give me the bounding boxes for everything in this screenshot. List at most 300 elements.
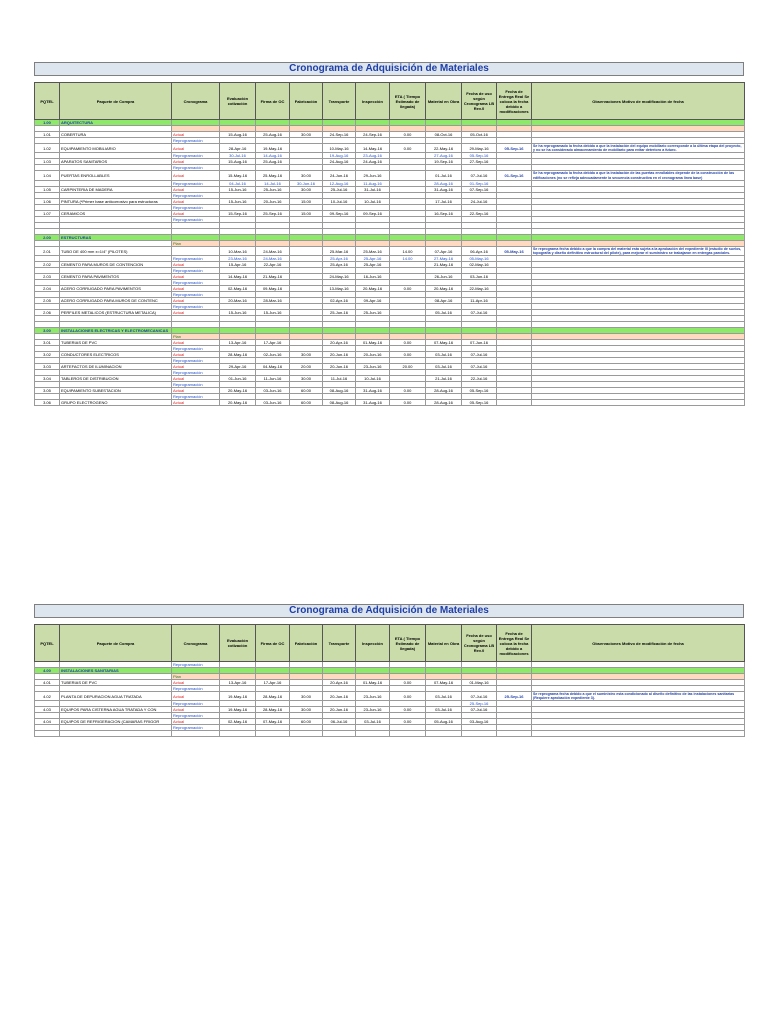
material-obra-cell: 28-Aug-16 [426, 400, 462, 406]
fabricacion-cell: 60.00 [290, 719, 323, 725]
pqtel-code: 2.05 [35, 298, 60, 304]
eta-cell: 0.00 [390, 680, 426, 686]
fabricacion-cell: 60.00 [290, 400, 323, 406]
section-code: 2.00 [35, 234, 60, 240]
cronograma-type: Reprogramación [172, 346, 220, 352]
cell [462, 731, 497, 737]
transporte-cell: 11-Jul-16 [323, 376, 356, 382]
fecha-uso-cell: 05-Oct-16 [462, 132, 497, 138]
fabricacion-cell: 30.00 [290, 186, 323, 192]
pqtel-code: 4.02 [35, 692, 60, 701]
cronograma-type: Reprogramación [172, 280, 220, 286]
evaluacion-cell: 20-May-16 [220, 388, 256, 394]
tipo-plan: Plan [172, 334, 220, 340]
header-fecha-real: Fecha de Entrega Real Se coloca la fecha debido a modificaciones [497, 83, 532, 120]
firma-oc-cell: 02-Jun-16 [256, 352, 290, 358]
cronograma-type: Reprogramación [172, 394, 220, 400]
package-name: COBERTURA [60, 132, 172, 138]
header-firma: Firma de OC [256, 625, 290, 662]
fabricacion-cell: 30.00 [290, 132, 323, 138]
cell [426, 731, 462, 737]
header-cronograma: Cronograma [172, 83, 220, 120]
header-evaluacion: Evaluación cotización [220, 625, 256, 662]
transporte-cell: 24-Jun-16 [323, 171, 356, 180]
material-obra-cell: 03-Jul-16 [426, 352, 462, 358]
transporte-cell: 10-May-16 [323, 144, 356, 153]
firma-oc-cell: 25-Aug-16 [256, 159, 290, 165]
firma-oc-cell: 11-Jun-16 [256, 376, 290, 382]
section-name: ESTRUCTURAS [60, 234, 172, 240]
fabricacion-cell: 30.00 [290, 376, 323, 382]
pqtel-code: 2.01 [35, 246, 60, 255]
transporte-cell: 19-Aug-16 [323, 153, 356, 159]
section-code: 4.00 [35, 668, 60, 674]
inspeccion-cell: 31-Jul-16 [356, 186, 390, 192]
cronograma-type: Actual [172, 680, 220, 686]
fecha-uso-cell: 05-Sep-16 [462, 153, 497, 159]
eta-cell: 0.00 [390, 286, 426, 292]
firma-oc-cell: 19-May-16 [256, 144, 290, 153]
fabricacion-cell: 60.00 [290, 388, 323, 394]
package-name: EQUIPOS PARA CISTERNA AGUA TRATADA Y CON [60, 707, 172, 713]
package-name: TUBERIAS DE PVC [60, 680, 172, 686]
inspeccion-cell: 10-Jul-16 [356, 376, 390, 382]
cronograma-type: Reprogramación [172, 382, 220, 388]
firma-oc-cell: 24-Mar-16 [256, 246, 290, 255]
fecha-uso-cell: 01-Sep-16 [462, 180, 497, 186]
eta-cell: 14.00 [390, 256, 426, 262]
firma-oc-cell: 14-Jul-16 [256, 180, 290, 186]
observaciones-cell: Se ha reprogramado la fecha debido a que la instalación de las puertas enrollables depende de la construcción de las edificaciones (no se refleja adecuadamente la secuencia constructiva en el cronograma línea base) [532, 171, 745, 180]
inspeccion-cell: 29-Jun-16 [356, 171, 390, 180]
fecha-uso-cell: 02-May-16 [462, 262, 497, 268]
table-header [35, 83, 745, 120]
pqtel-code: 1.06 [35, 198, 60, 204]
pqtel-code: 4.03 [35, 707, 60, 713]
cronograma-type: Actual [172, 298, 220, 304]
transporte-cell: 25-Jun-16 [323, 310, 356, 316]
section-name: INSTALACIONES SANITARIAS [60, 668, 172, 674]
package-name: EQUIPOS DE REFRIGERACION (CAMARAS FRIGOR [60, 719, 172, 725]
header-fecha-real: Fecha de Entrega Real Se coloca la fecha debido a modificaciones [497, 625, 532, 662]
fabricacion-cell [290, 144, 323, 153]
firma-oc-cell: 25-Sep-16 [256, 210, 290, 216]
cronograma-type: Reprogramación [172, 216, 220, 222]
sheet-1 [34, 62, 744, 406]
transporte-cell: 24-Aug-16 [323, 159, 356, 165]
inspeccion-cell: 23-Jun-16 [356, 692, 390, 701]
cell [497, 731, 532, 737]
inspeccion-cell: 16-Jun-16 [356, 274, 390, 280]
header-material: Material en Obra [426, 83, 462, 120]
inspeccion-cell: 20-May-16 [356, 286, 390, 292]
evaluacion-cell: 20-May-16 [220, 400, 256, 406]
eta-cell: 0.00 [390, 352, 426, 358]
evaluacion-cell: 19-May-16 [220, 692, 256, 701]
cell [290, 731, 323, 737]
inspeccion-cell: 23-Aug-16 [356, 153, 390, 159]
pqtel-code: 1.01 [35, 132, 60, 138]
fecha-uso-cell: 24-Jul-16 [462, 198, 497, 204]
eta-cell: 0.00 [390, 400, 426, 406]
evaluacion-cell: 15-May-16 [220, 171, 256, 180]
schedule-table-1 [34, 82, 745, 406]
transporte-cell: 08-Aug-16 [323, 388, 356, 394]
fecha-real-cell: 01-Sep-16 [497, 171, 532, 180]
cronograma-type: Actual [172, 692, 220, 701]
cell [172, 731, 220, 737]
fecha-uso-cell: 07-Jul-16 [462, 171, 497, 180]
cronograma-type: Reprogramación [172, 686, 220, 692]
transporte-cell: 24-Sep-16 [323, 132, 356, 138]
fecha-uso-cell: 07-Jul-16 [462, 707, 497, 713]
fabricacion-cell: 30-Jun-16 [290, 180, 323, 186]
package-name: TUBO DE 400 mm x=1/4" (PILOTES) [60, 246, 172, 255]
fecha-uso-cell: 03-Jun-16 [462, 274, 497, 280]
header-fabricacion: Fabricación [290, 83, 323, 120]
transporte-cell: 10-Jul-16 [323, 198, 356, 204]
header-eta: ETA ( Tiempo Estimado de llegada) [390, 83, 426, 120]
package-name: CEMENTO PARA MUROS DE CONTENCION [60, 262, 172, 268]
cronograma-type: Actual [172, 388, 220, 394]
inspeccion-cell: 24-Aug-16 [356, 159, 390, 165]
fecha-uso-cell: 22-May-16 [462, 286, 497, 292]
cronograma-type: Actual [172, 719, 220, 725]
header-inspeccion: Inspección [356, 625, 390, 662]
inspeccion-cell: 25-Mar-16 [356, 246, 390, 255]
evaluacion-cell: 28-May-16 [220, 352, 256, 358]
section-name: ARQUITECTURA [60, 120, 172, 126]
pqtel-code: 3.01 [35, 340, 60, 346]
evaluacion-cell: 15-Apr-16 [220, 262, 256, 268]
cronograma-type: Actual [172, 262, 220, 268]
firma-oc-cell: 14-Aug-16 [256, 153, 290, 159]
inspeccion-cell: 31-Aug-16 [356, 400, 390, 406]
cronograma-type: Actual [172, 286, 220, 292]
pqtel-code: 1.02 [35, 144, 60, 153]
eta-cell: 0.00 [390, 719, 426, 725]
pqtel-code: 3.06 [35, 400, 60, 406]
cronograma-type: Actual [172, 159, 220, 165]
material-obra-cell: 17-Jul-16 [426, 198, 462, 204]
sheet-title-2: Cronograma de Adquisición de Materiales [34, 604, 744, 618]
evaluacion-cell: 29-Apr-16 [220, 364, 256, 370]
firma-oc-cell: 15-Jun-16 [256, 310, 290, 316]
eta-cell [390, 171, 426, 180]
table-body-1 [35, 120, 745, 406]
cell [356, 731, 390, 737]
package-name: PLANTA DE DEPURACION AGUA TRATADA [60, 692, 172, 701]
fecha-uso-cell: 29-May-16 [462, 144, 497, 153]
observaciones-cell [532, 400, 745, 406]
observaciones-cell: Se reprograma fecha debido a que la compra del material esta sujeta a la aprobación del expediente III (estudio de suelos, topografía y diseño definitivo estructural del pilote), para mejorar el suministro se trabajaron en entregas parciales. [532, 246, 745, 255]
firma-oc-cell: 25-Aug-16 [256, 132, 290, 138]
pqtel-code: 1.04 [35, 171, 60, 180]
section-code: 1.00 [35, 120, 60, 126]
inspeccion-cell: 01-May-16 [356, 340, 390, 346]
header-firma: Firma de OC [256, 83, 290, 120]
blank-row [35, 731, 745, 737]
package-name: CARPINTERIA DE MADERA [60, 186, 172, 192]
material-obra-cell: 31-Aug-16 [426, 186, 462, 192]
eta-cell: 14.00 [390, 246, 426, 255]
eta-cell: 0.00 [390, 144, 426, 153]
fabricacion-cell: 30.00 [290, 171, 323, 180]
material-obra-cell: 27-May-16 [426, 256, 462, 262]
cronograma-type: Reprogramación [172, 153, 220, 159]
pqtel-code: 3.04 [35, 376, 60, 382]
transporte-cell: 12-Aug-16 [323, 180, 356, 186]
header-paquete: Paquete de Compra [60, 83, 172, 120]
firma-oc-cell: 25-Jun-16 [256, 186, 290, 192]
package-name: PERFILES METALICOS (ESTRUCTURA METALICA) [60, 310, 172, 316]
firma-oc-cell: 04-May-16 [256, 364, 290, 370]
tipo-plan: Plan [172, 240, 220, 246]
cronograma-type: Reprogramación [172, 256, 220, 262]
inspeccion-cell: 09-Sep-16 [356, 210, 390, 216]
observaciones-cell: Se reprograma fecha debido a que el suministro esta condicionado al diseño definitivo de las instalaciones sanitarias (Requiere aprobación expediente 3). [532, 692, 745, 701]
pqtel-code: 2.02 [35, 262, 60, 268]
sheet-title: Cronograma de Adquisición de Materiales [34, 62, 744, 76]
evaluacion-cell: 28-Apr-16 [220, 144, 256, 153]
material-obra-cell: 20-May-16 [426, 286, 462, 292]
header-cronograma: Cronograma [172, 625, 220, 662]
inspeccion-cell: 25-Jun-16 [356, 310, 390, 316]
transporte-cell: 25-Jul-16 [323, 186, 356, 192]
package-name: TUBERIAS DE PVC [60, 340, 172, 346]
inspeccion-cell: 25-Apr-16 [356, 262, 390, 268]
transporte-cell: 20-Jun-16 [323, 692, 356, 701]
transporte-cell: 25-Apr-16 [323, 256, 356, 262]
table-row [35, 246, 745, 255]
fecha-uso-cell: 11-Apr-16 [462, 298, 497, 304]
table-header-2 [35, 625, 745, 662]
transporte-cell: 06-Jul-16 [323, 719, 356, 725]
fecha-real-cell [497, 400, 532, 406]
header-pqtel: PQTEL [35, 625, 60, 662]
cronograma-type: Reprogramación [172, 204, 220, 210]
cronograma-type: Reprogramación [172, 358, 220, 364]
cronograma-type: Reprogramación [172, 725, 220, 731]
header-evaluacion: Evaluación cotización [220, 83, 256, 120]
package-name: CONDUCTORES ELECTRICOS [60, 352, 172, 358]
header-paquete: Paquete de Compra [60, 625, 172, 662]
inspeccion-cell: 14-May-16 [356, 144, 390, 153]
header-eta: ETA ( Tiempo Estimado de llegada) [390, 625, 426, 662]
cell [323, 731, 356, 737]
transporte-cell: 02-Apr-16 [323, 298, 356, 304]
cronograma-type: Reprogramación [172, 304, 220, 310]
evaluacion-cell: 02-May-16 [220, 286, 256, 292]
fabricacion-cell: 30.00 [290, 352, 323, 358]
package-name: CERAMICOS [60, 210, 172, 216]
evaluacion-cell: 04-Jul-16 [220, 180, 256, 186]
header-fecha-uso: Fecha de uso según Cronograma LB Rev.0 [462, 625, 497, 662]
cronograma-type: Actual [172, 340, 220, 346]
package-name: APARATOS SANITARIOS [60, 159, 172, 165]
fecha-uso-cell: 27-Sep-16 [462, 159, 497, 165]
material-obra-cell: 05-Jul-16 [426, 310, 462, 316]
evaluacion-cell: 15-Jun-16 [220, 198, 256, 204]
section-code: 3.00 [35, 328, 60, 334]
inspeccion-cell: 24-Sep-16 [356, 132, 390, 138]
package-name: PINTURA (*Primer base anticorrosivo para estructuras [60, 198, 172, 204]
fecha-uso-cell: 05-May-16 [462, 256, 497, 262]
firma-oc-cell: 03-Jun-16 [256, 388, 290, 394]
cell [256, 731, 290, 737]
eta-cell: 0.00 [390, 132, 426, 138]
material-obra-cell: 28-Aug-16 [426, 388, 462, 394]
pqtel-code: 2.06 [35, 310, 60, 316]
header-observaciones: Observaciones Motivo de modificación de fecha [532, 625, 745, 662]
inspeccion-cell: 11-Aug-16 [356, 180, 390, 186]
evaluacion-cell: 15-Aug-16 [220, 159, 256, 165]
pqtel-code: 2.03 [35, 274, 60, 280]
firma-oc-cell: 09-May-16 [256, 286, 290, 292]
eta-cell: 0.00 [390, 340, 426, 346]
evaluacion-cell: 02-May-16 [220, 719, 256, 725]
cronograma-type: Reprogramación [172, 192, 220, 198]
cronograma-type: Actual [172, 364, 220, 370]
table-row [35, 144, 745, 153]
evaluacion-cell: 10-Mar-16 [220, 246, 256, 255]
material-obra-cell: 26-Jun-16 [426, 274, 462, 280]
cell [35, 731, 60, 737]
firma-oc-cell: 28-Mar-16 [256, 298, 290, 304]
header-inspeccion: Inspección [356, 83, 390, 120]
tipo-plan: Plan [172, 674, 220, 680]
fecha-uso-cell: 07-Jul-16 [462, 692, 497, 701]
transporte-cell: 20-Jun-16 [323, 352, 356, 358]
material-obra-cell: 03-Jul-16 [426, 707, 462, 713]
pqtel-code: 4.04 [35, 719, 60, 725]
transporte-cell: 20-Apr-16 [323, 340, 356, 346]
fabricacion-cell: 15.00 [290, 210, 323, 216]
material-obra-cell: 01-Jul-16 [426, 171, 462, 180]
cronograma-type: Actual [172, 376, 220, 382]
cronograma-type: Actual [172, 132, 220, 138]
transporte-cell: 20-Jun-16 [323, 364, 356, 370]
package-name: CEMENTO PARA PAVIMENTOS [60, 274, 172, 280]
pqtel-code: 3.05 [35, 388, 60, 394]
package-name: GRUPO ELECTROGENO [60, 400, 172, 406]
package-name: EQUIPAMIENTO SUBESTACION [60, 388, 172, 394]
table-row [35, 171, 745, 180]
header-pqtel: PQTEL [35, 83, 60, 120]
evaluacion-cell: 20-Mar-16 [220, 298, 256, 304]
evaluacion-cell: 01-Jun-16 [220, 376, 256, 382]
fecha-uso-cell: 07-Jul-16 [462, 310, 497, 316]
transporte-cell: 08-Aug-16 [323, 400, 356, 406]
pqtel-code: 1.07 [35, 210, 60, 216]
header-fecha-uso: Fecha de uso según Cronograma LB Rev.0 [462, 83, 497, 120]
material-obra-cell: 21-May-16 [426, 262, 462, 268]
material-obra-cell: 07-May-16 [426, 680, 462, 686]
cell [532, 731, 745, 737]
transporte-cell: 25-Mar-16 [323, 246, 356, 255]
firma-oc-cell: 28-May-16 [256, 707, 290, 713]
firma-oc-cell: 17-Apr-16 [256, 680, 290, 686]
material-obra-cell: 16-Sep-16 [426, 210, 462, 216]
package-name: ARTEFACTOS DE ILUMINACION [60, 364, 172, 370]
cronograma-type: Actual [172, 274, 220, 280]
material-obra-cell: 08-Oct-16 [426, 132, 462, 138]
eta-cell: 0.00 [390, 692, 426, 701]
cronograma-type: Reprogramación [172, 662, 220, 668]
fecha-uso-cell: 05-Sep-16 [462, 400, 497, 406]
evaluacion-cell: 19-May-16 [220, 707, 256, 713]
cronograma-type: Actual [172, 198, 220, 204]
material-obra-cell: 21-Jul-16 [426, 376, 462, 382]
material-obra-cell: 07-Apr-16 [426, 246, 462, 255]
inspeccion-cell: 01-May-16 [356, 680, 390, 686]
cronograma-type: Actual [172, 210, 220, 216]
fabricacion-cell: 30.00 [290, 707, 323, 713]
cronograma-type: Actual [172, 400, 220, 406]
cronograma-type: Actual [172, 707, 220, 713]
cronograma-type: Actual [172, 310, 220, 316]
material-obra-cell: 19-Sep-16 [426, 159, 462, 165]
evaluacion-cell: 15-Aug-16 [220, 132, 256, 138]
material-obra-cell: 03-Jul-16 [426, 364, 462, 370]
inspeccion-cell: 10-Jul-16 [356, 198, 390, 204]
cronograma-type: Reprogramación [172, 138, 220, 144]
fabricacion-cell: 30.00 [290, 692, 323, 701]
fecha-uso-cell: 06-Apr-16 [462, 246, 497, 255]
inspeccion-cell: 09-Apr-16 [356, 298, 390, 304]
material-obra-cell: 08-Apr-16 [426, 298, 462, 304]
schedule-table-2 [34, 624, 745, 737]
firma-oc-cell: 21-May-16 [256, 274, 290, 280]
fecha-real-cell: 05-May-16 [497, 246, 532, 255]
transporte-cell: 20-Jun-16 [323, 707, 356, 713]
pqtel-code: 1.05 [35, 186, 60, 192]
fabricacion-cell: 15.00 [290, 198, 323, 204]
fecha-uso-cell: 07-Jun-16 [462, 340, 497, 346]
evaluacion-cell: 13-Apr-16 [220, 340, 256, 346]
cronograma-type: Actual [172, 144, 220, 153]
evaluacion-cell: 15-Jun-16 [220, 186, 256, 192]
fecha-uso-cell: 03-Aug-16 [462, 719, 497, 725]
transporte-cell: 24-May-16 [323, 274, 356, 280]
evaluacion-cell: 15-Jun-16 [220, 310, 256, 316]
cronograma-type: Reprogramación [172, 370, 220, 376]
evaluacion-cell: 23-Mar-16 [220, 256, 256, 262]
fecha-uso-cell: 07-Jul-16 [462, 352, 497, 358]
fecha-uso-cell: 25-Sep-16 [462, 701, 497, 707]
cronograma-type: Reprogramación [172, 713, 220, 719]
firma-oc-cell: 07-May-16 [256, 719, 290, 725]
package-name: PUERTAS ENROLLABLES [60, 171, 172, 180]
firma-oc-cell: 24-Mar-16 [256, 256, 290, 262]
cronograma-type: Reprogramación [172, 180, 220, 186]
inspeccion-cell: 23-Jun-16 [356, 364, 390, 370]
transporte-cell: 09-Sep-16 [323, 210, 356, 216]
cell [390, 731, 426, 737]
fecha-uso-cell: 22-Sep-16 [462, 210, 497, 216]
table-body-2 [35, 662, 745, 737]
eta-cell: 0.00 [390, 707, 426, 713]
firma-oc-cell: 25-May-16 [256, 171, 290, 180]
inspeccion-cell: 03-Jul-16 [356, 719, 390, 725]
inspeccion-cell: 25-Apr-16 [356, 256, 390, 262]
transporte-cell: 20-Apr-16 [323, 680, 356, 686]
cronograma-type: Actual [172, 352, 220, 358]
header-observaciones: Observaciones Motivo de modificación de fecha [532, 83, 745, 120]
material-obra-cell: 07-May-16 [426, 340, 462, 346]
cell [60, 731, 172, 737]
firma-oc-cell: 17-Apr-16 [256, 340, 290, 346]
